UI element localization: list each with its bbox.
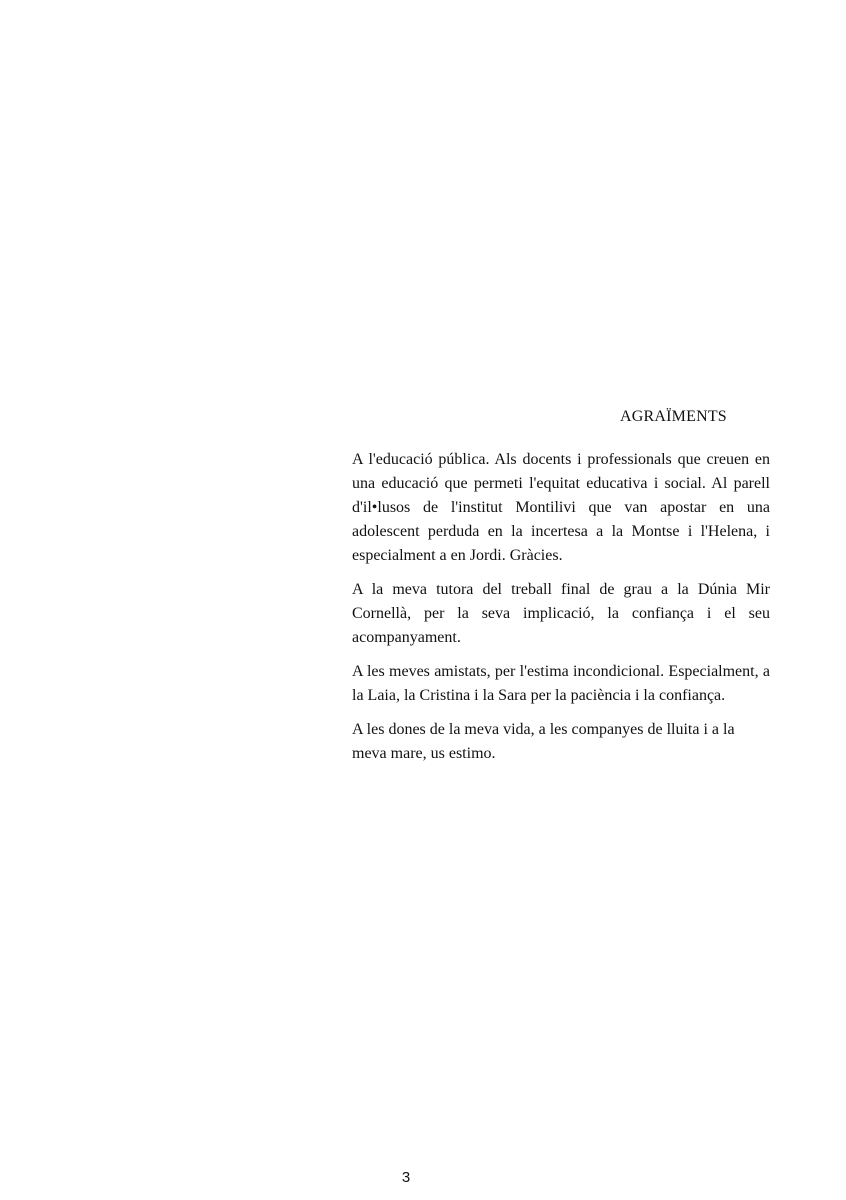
acknowledgement-paragraph-1: A l'educació pública. Als docents i professionals que creuen en una educació que permeti l'equitat educativa i social. Al parell d'il•lusos de l'institut Montilivi que van apostar en una adolescent perduda en la incertesa a la Montse i l'Helena, i especialment a en Jordi. Gràcies. — [352, 451, 770, 564]
page-number: 3 — [401, 1169, 411, 1186]
acknowledgements-title: AGRAÏMENTS — [620, 408, 727, 425]
acknowledgements-section — [352, 405, 770, 776]
acknowledgement-paragraph-2: A la meva tutora del treball final de grau a la Dúnia Mir Cornellà, per la seva implicació, la confiança i el seu acompanyament. — [352, 581, 770, 646]
acknowledgement-paragraph-4: A les dones de la meva vida, a les companyes de lluita i a la meva mare, us estimo. — [352, 721, 735, 762]
acknowledgement-paragraph-3: A les meves amistats, per l'estima incondicional. Especialment, a la Laia, la Cristina i la Sara per la paciència i la confiança. — [352, 663, 770, 704]
